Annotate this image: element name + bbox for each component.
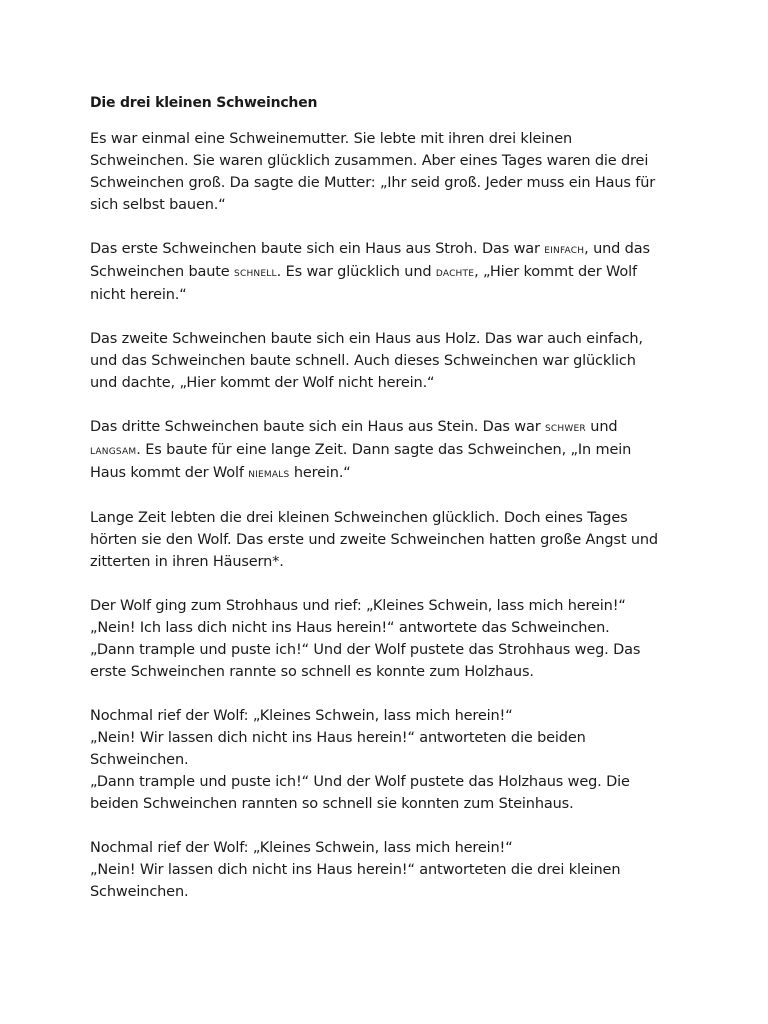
text-segment: herein.“ <box>289 465 351 481</box>
text-line <box>90 261 690 284</box>
text-segment: , „Hier kommt der Wolf <box>474 264 637 280</box>
text-line <box>90 793 690 815</box>
text-segment: Das erste Schweinchen baute sich ein Haus aus Stroh. Das war <box>90 241 545 257</box>
document-title: Die drei kleinen Schweinchen <box>90 95 318 111</box>
text-line <box>90 727 690 749</box>
text-segment: „Nein! Wir lassen dich nicht ins Haus herein!“ antworteten die drei kleinen <box>90 862 621 878</box>
text-segment: Nochmal rief der Wolf: „Kleines Schwein, lass mich herein!“ <box>90 708 513 724</box>
text-segment: sich selbst bauen.“ <box>90 197 226 213</box>
text-segment: und dachte, „Hier kommt der Wolf nicht herein.“ <box>90 375 435 391</box>
text-segment: und das Schweinchen baute schnell. Auch dieses Schweinchen war glücklich <box>90 353 636 369</box>
story-paragraph <box>90 595 690 683</box>
text-segment: hörten sie den Wolf. Das erste und zweite Schweinchen hatten große Angst und <box>90 532 658 548</box>
text-segment: Der Wolf ging zum Strohhaus und rief: „Kleines Schwein, lass mich herein!“ <box>90 598 626 614</box>
text-segment: nicht herein.“ <box>90 287 187 303</box>
text-line <box>90 617 690 639</box>
text-line <box>90 749 690 771</box>
text-segment: beiden Schweinchen rannten so schnell sie konnten zum Steinhaus. <box>90 796 574 812</box>
text-segment: Das dritte Schweinchen baute sich ein Haus aus Stein. Das war <box>90 419 546 435</box>
emphasized-word: schnell <box>234 265 277 280</box>
text-line <box>90 372 690 394</box>
story-body <box>90 128 690 925</box>
text-line <box>90 705 690 727</box>
story-paragraph <box>90 507 690 573</box>
text-line <box>90 462 690 485</box>
story-paragraph <box>90 416 690 485</box>
story-paragraph <box>90 128 690 216</box>
text-line <box>90 551 690 573</box>
story-paragraph <box>90 238 690 306</box>
text-segment: Das zweite Schweinchen baute sich ein Haus aus Holz. Das war auch einfach, <box>90 331 643 347</box>
text-segment: erste Schweinchen rannte so schnell es konnte zum Holzhaus. <box>90 664 534 680</box>
text-line <box>90 128 690 150</box>
emphasized-word: einfach <box>544 242 585 257</box>
text-line <box>90 771 690 793</box>
text-segment: Schweinchen. <box>90 884 189 900</box>
text-segment: „Dann trample und puste ich!“ Und der Wolf pustete das Strohhaus weg. Das <box>90 642 641 658</box>
text-line <box>90 639 690 661</box>
text-line <box>90 238 690 261</box>
text-line <box>90 172 690 194</box>
text-line <box>90 661 690 683</box>
text-segment: „Nein! Ich lass dich nicht ins Haus herein!“ antwortete das Schweinchen. <box>90 620 610 636</box>
story-paragraph <box>90 705 690 815</box>
text-line <box>90 859 690 881</box>
text-segment: Schweinchen groß. Da sagte die Mutter: „Ihr seid groß. Jeder muss ein Haus für <box>90 175 656 191</box>
text-segment: , und das <box>584 241 650 257</box>
text-line <box>90 194 690 216</box>
text-line <box>90 881 690 903</box>
story-paragraph <box>90 837 690 903</box>
text-segment: Schweinchen. <box>90 752 189 768</box>
text-segment: „Nein! Wir lassen dich nicht ins Haus herein!“ antworteten die beiden <box>90 730 586 746</box>
emphasized-word: schwer <box>545 420 586 435</box>
emphasized-word: langsam <box>90 443 137 458</box>
text-line <box>90 350 690 372</box>
text-segment: Schweinchen baute <box>90 264 235 280</box>
text-segment: Schweinchen. Sie waren glücklich zusammen. Aber eines Tages waren die drei <box>90 153 649 169</box>
text-line <box>90 284 690 306</box>
text-line <box>90 837 690 859</box>
text-line <box>90 328 690 350</box>
text-line <box>90 416 690 439</box>
text-segment: . Es war glücklich und <box>276 264 436 280</box>
text-line <box>90 507 690 529</box>
text-segment: zitterten in ihren Häusern*. <box>90 554 284 570</box>
text-segment: und <box>585 419 618 435</box>
text-segment: . Es baute für eine lange Zeit. Dann sagte das Schweinchen, „In mein <box>136 442 632 458</box>
text-segment: Lange Zeit lebten die drei kleinen Schweinchen glücklich. Doch eines Tages <box>90 510 628 526</box>
text-line <box>90 439 690 462</box>
emphasized-word: niemals <box>248 466 290 481</box>
story-paragraph <box>90 328 690 394</box>
text-segment: „Dann trample und puste ich!“ Und der Wolf pustete das Holzhaus weg. Die <box>90 774 630 790</box>
text-line <box>90 150 690 172</box>
text-line <box>90 595 690 617</box>
text-segment: Haus kommt der Wolf <box>90 465 249 481</box>
text-segment: Es war einmal eine Schweinemutter. Sie lebte mit ihren drei kleinen <box>90 131 573 147</box>
emphasized-word: dachte <box>435 265 475 280</box>
text-segment: Nochmal rief der Wolf: „Kleines Schwein, lass mich herein!“ <box>90 840 513 856</box>
text-line <box>90 529 690 551</box>
